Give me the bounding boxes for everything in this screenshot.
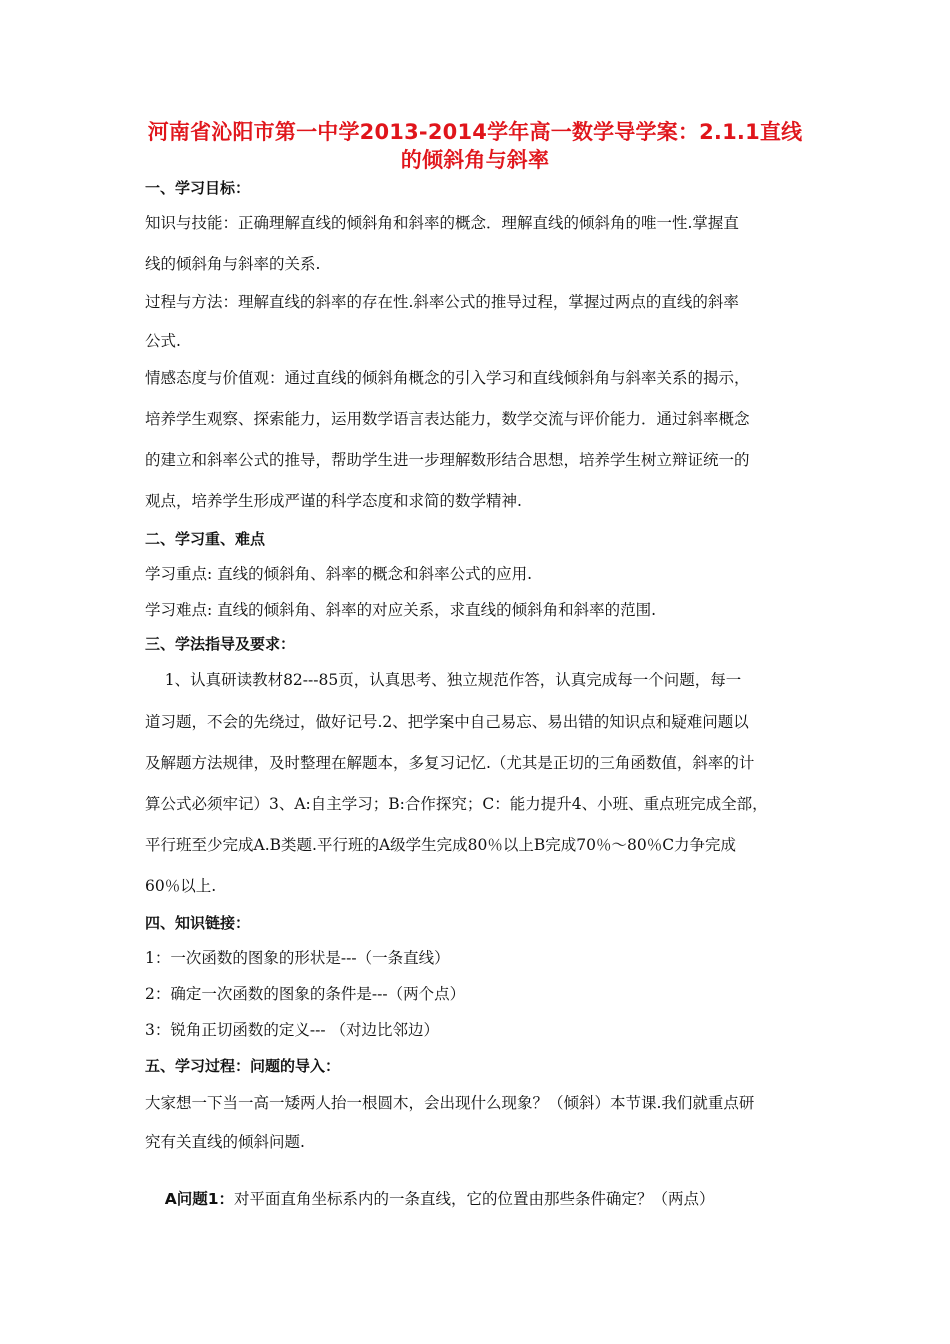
section-heading-objectives: 一、学习目标： (145, 179, 251, 197)
question-label: A问题1： (164, 1190, 234, 1208)
paragraph-line: 60％以上. (145, 877, 217, 895)
paragraph-line: 学习重点: 直线的倾斜角、斜率的概念和斜率公式的应用. (145, 565, 533, 583)
paragraph-line: 2：确定一次函数的图象的条件是---（两个点） (145, 985, 466, 1003)
paragraph-line: 道习题，不会的先绕过，做好记号.2、把学案中自己易忘、易出错的知识点和疑难问题以 (145, 713, 749, 731)
paragraph-line: 大家想一下当一高一矮两人抬一根圆木，会出现什么现象？（倾斜）本节课.我们就重点研 (145, 1094, 755, 1112)
section-heading-study-guide: 三、学法指导及要求： (145, 635, 296, 653)
paragraph-line: 培养学生观察、探索能力，运用数学语言表达能力，数学交流与评价能力．通过斜率概念 (145, 410, 750, 428)
paragraph-line: 算公式必须牢记）3、A:自主学习；B:合作探究；C：能力提升4、小班、重点班完成全部， (145, 795, 768, 813)
paragraph-line: 究有关直线的倾斜问题. (145, 1133, 305, 1151)
paragraph-line: 的建立和斜率公式的推导，帮助学生进一步理解数形结合思想，培养学生树立辩证统一的 (145, 451, 750, 469)
title-line-1: 河南省沁阳市第一中学2013-2014学年高一数学导学案：2.1.1直线 (147, 120, 803, 144)
section-heading-learning-process: 五、学习过程：问题的导入： (145, 1057, 341, 1075)
paragraph-line: 1、认真研读教材82---85页，认真思考、独立规范作答，认真完成每一个问题，每一 (145, 671, 742, 689)
paragraph-line: 公式. (145, 332, 181, 350)
paragraph-line: 及解题方法规律，及时整理在解题本，多复习记忆.（尤其是正切的三角函数值，斜率的计 (145, 754, 755, 772)
question-text: 对平面直角坐标系内的一条直线，它的位置由那些条件确定？（两点） (234, 1190, 715, 1208)
document-title (120, 118, 830, 174)
paragraph-line: 平行班至少完成A.B类题.平行班的A级学生完成80％以上B完成70％～80％C力争完成 (145, 836, 737, 854)
paragraph-line: 线的倾斜角与斜率的关系. (145, 255, 321, 273)
section-heading-key-points: 二、学习重、难点 (145, 530, 266, 548)
paragraph-line: 3：锐角正切函数的定义--- （对边比邻边） (145, 1021, 440, 1039)
paragraph-line: 情感态度与价值观：通过直线的倾斜角概念的引入学习和直线倾斜角与斜率关系的揭示， (145, 369, 750, 387)
paragraph-line: 学习难点: 直线的倾斜角、斜率的对应关系，求直线的倾斜角和斜率的范围. (145, 601, 657, 619)
paragraph-line: 知识与技能：正确理解直线的倾斜角和斜率的概念．理解直线的倾斜角的唯一性.掌握直 (145, 214, 739, 232)
title-line-2: 的倾斜角与斜率 (400, 148, 550, 172)
paragraph-line: 过程与方法：理解直线的斜率的存在性.斜率公式的推导过程，掌握过两点的直线的斜率 (145, 293, 739, 311)
question-line (145, 1169, 715, 1229)
paragraph-line: 1：一次函数的图象的形状是---（一条直线） (145, 949, 450, 967)
section-heading-knowledge-links: 四、知识链接： (145, 914, 251, 932)
paragraph-line: 观点，培养学生形成严谨的科学态度和求简的数学精神. (145, 492, 522, 510)
